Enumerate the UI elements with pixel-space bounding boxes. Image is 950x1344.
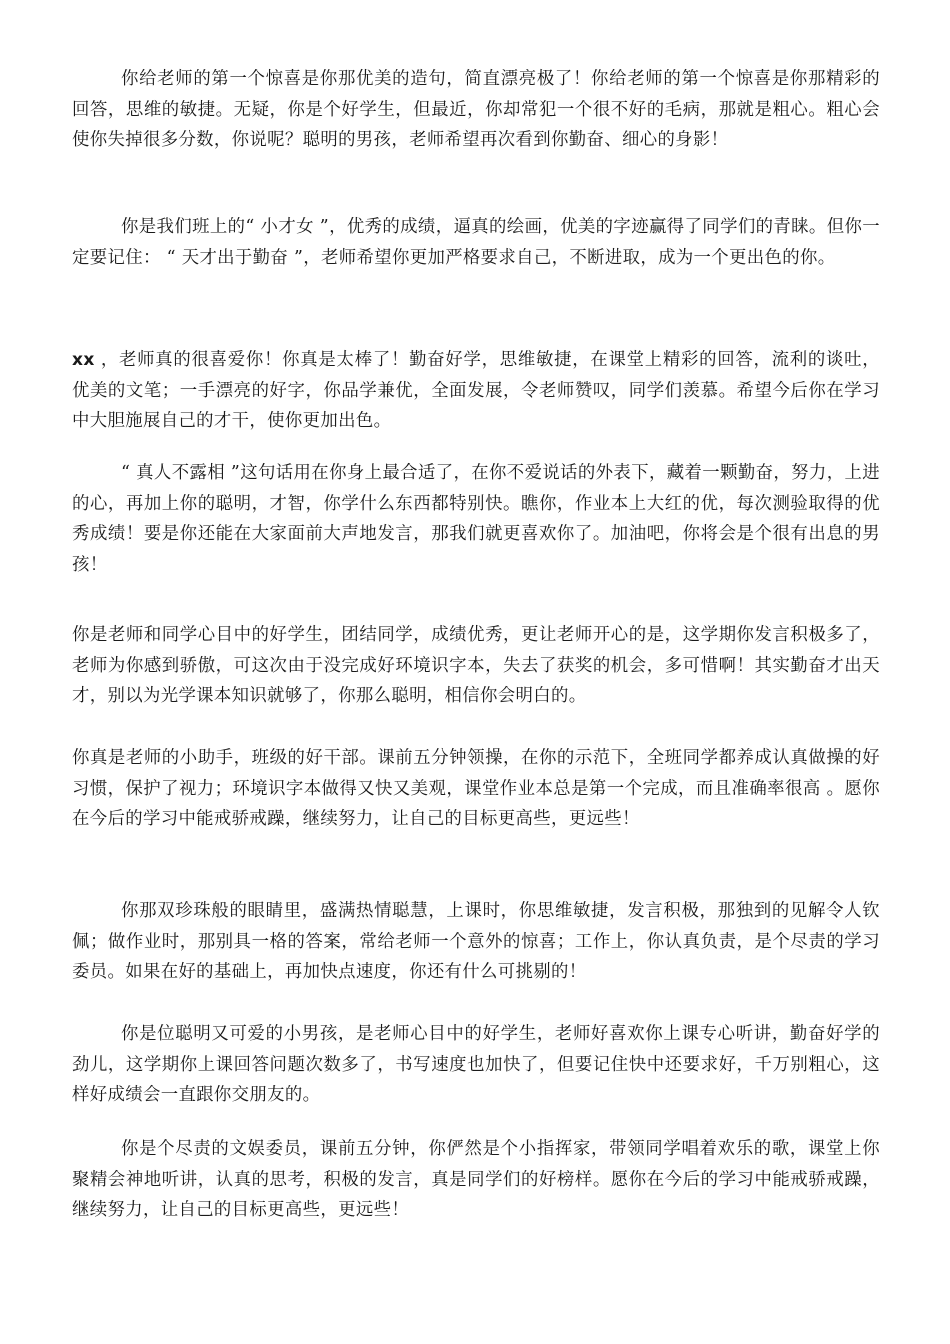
comment-paragraph-9: 你是个尽责的文娱委员，课前五分钟，你俨然是个小指挥家，带领同学唱着欢乐的歌，课堂上你聚精会神地听讲，认真的思考，积极的发言，真是同学们的好榜样。愿你在今后的学习中能戒骄戒躁，继续努力，让自己的目标更高些，更远些！: [72, 1139, 880, 1220]
comment-paragraph-7: 你那双珍珠般的眼睛里，盛满热情聪慧，上课时，你思维敏捷，发言积极，那独到的见解令人钦佩；做作业时，那别具一格的答案，常给老师一个意外的惊喜；工作上，你认真负责，是个尽责的学习委员。如果在好的基础上，再加快点速度，你还有什么可挑剔的！: [72, 901, 880, 982]
comment-paragraph-8: 你是位聪明又可爱的小男孩，是老师心目中的好学生，老师好喜欢你上课专心听讲，勤奋好学的劲儿，这学期你上课回答问题次数多了，书写速度也加快了，但要记住快中还要求好，千万别粗心，这样好成绩会一直跟你交朋友的。: [72, 1024, 880, 1105]
comment-paragraph-1: 你给老师的第一个惊喜是你那优美的造句，简直漂亮极了！你给老师的第一个惊喜是你那精彩的回答，思维的敏捷。无疑，你是个好学生，但最近，你却常犯一个很不好的毛病，那就是粗心。粗心会使你失掉很多分数，你说呢？聪明的男孩，老师希望再次看到你勤奋、细心的身影！: [72, 69, 880, 150]
comment-paragraph-6: 你真是老师的小助手，班级的好干部。课前五分钟领操，在你的示范下，全班同学都养成认真做操的好习惯，保护了视力；环境识字本做得又快又美观，课堂作业本总是第一个完成，而且准确率很高 。愿你在今后的学习中能戒骄戒躁，继续努力，让自己的目标更高些，更远些！: [72, 748, 880, 829]
student-name-placeholder: xx: [72, 350, 95, 370]
comment-paragraph-3-body: ，老师真的很喜爱你！你真是太棒了！勤奋好学，思维敏捷，在课堂上精彩的回答，流利的谈吐，优美的文笔；一手漂亮的好字，你品学兼优，全面发展，令老师赞叹，同学们羡慕。希望今后你在学习中大胆施展自己的才干，使你更加出色。: [72, 350, 880, 431]
comment-paragraph-5: 你是老师和同学心目中的好学生，团结同学，成绩优秀，更让老师开心的是，这学期你发言积极多了，老师为你感到骄傲，可这次由于没完成好环境识字本，失去了获奖的机会，多可惜啊！其实勤奋才出天才，别以为光学课本知识就够了，你那么聪明，相信你会明白的。: [72, 625, 880, 706]
comment-paragraph-2: 你是我们班上的“ 小才女 ”，优秀的成绩，逼真的绘画，优美的字迹赢得了同学们的青睐。但你一定要记住： “ 天才出于勤奋 ”，老师希望你更加严格要求自己，不断进取，成为一个更出色的你。: [72, 217, 880, 268]
comment-paragraph-3: [72, 345, 880, 437]
comment-paragraph-4: “ 真人不露相 ”这句话用在你身上最合适了，在你不爱说话的外表下，藏着一颗勤奋，努力，上进的心，再加上你的聪明，才智，你学什么东西都特别快。瞧你，作业本上大红的优，每次测验取得的优秀成绩！要是你还能在大家面前大声地发言，那我们就更喜欢你了。加油吧，你将会是个很有出息的男孩！: [72, 463, 880, 575]
